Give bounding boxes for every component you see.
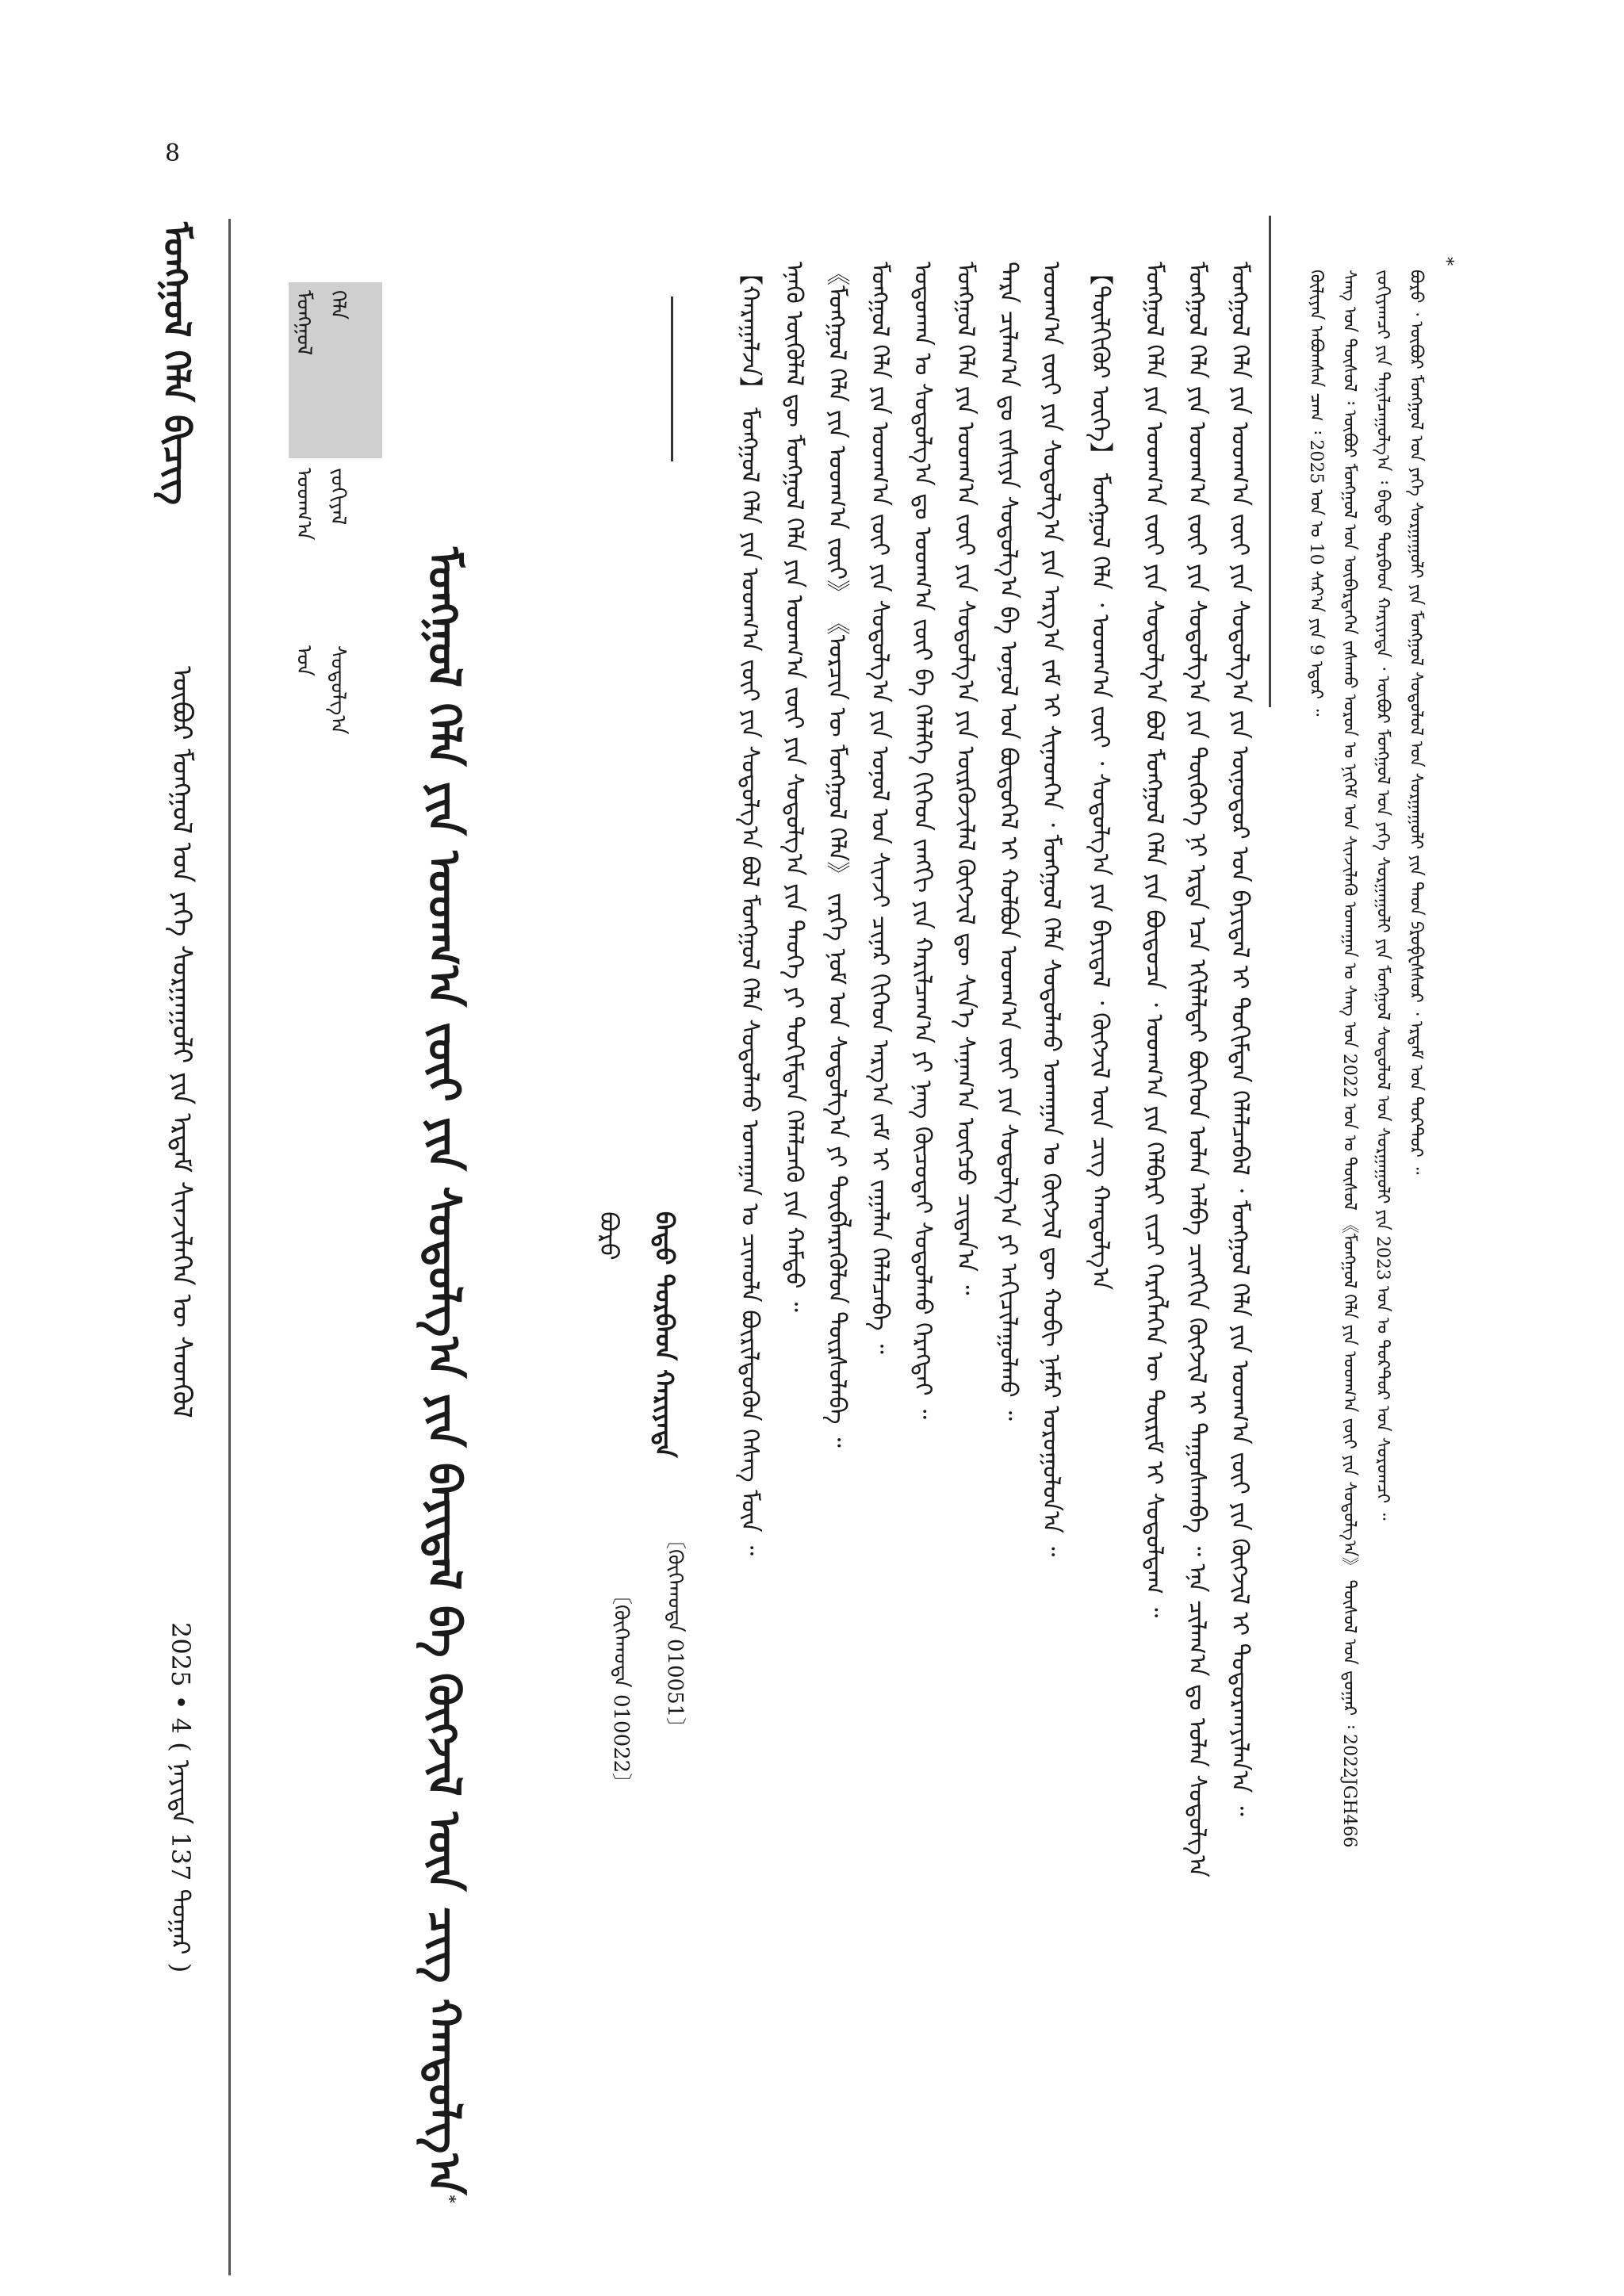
footnote-line: ᠵᠣᠬᠢᠶᠠᠭᠴᠢ ᠶᠢᠨ ᠲᠠᠨᠢᠯᠴᠠᠭᠤᠯᠭ᠎ᠠ ᠄ ᠪᠠᠲᠤ ᠳᠤᠷᠪᠡᠳ ᠬᠠᠷᠢᠶᠠᠲᠠ ᠂ ᠥᠪᠥᠷ ᠮᠣᠩᠭᠣᠯ ᠤᠨ ᠶᠡᠬᠡ ᠰᠤᠷᠭᠠᠭᠤᠯᠢ ᠶᠢᠨ ᠮᠣᠩᠭᠣᠯ ᠰᠤᠳᠤᠯᠤᠯ ᠤᠨ ᠰᠤᠷᠭᠠᠭᠤᠯᠢ ᠶᠢᠨ 2023 ᠣᠨ ᠤ ᠳᠣᠺᠲ᠋ᠣᠷ ᠤᠨ ᠰᠤᠷᠤᠭᠴᠢ ᠃ [1373, 270, 1392, 1521]
issue-info: 2025 • 4 ( ᠨᠡᠶᠢᠲᠡ 137 ᠳᠤᠭᠠᠷ ) [166, 1622, 196, 1973]
abstract-line: ᠮᠣᠩᠭᠣᠯ ᠬᠡᠯᠡ ᠶᠢᠨ ᠤᠳᠬ᠎ᠠ ᠵᠦᠢ ᠶᠢᠨ ᠰᠤᠳᠤᠯᠭ᠎ᠠ ᠶᠢᠨ ᠣᠨᠣᠯ ᠤᠨ ᠰᠢᠨᠵᠢ ᠴᠢᠨᠠᠷ ᠬᠢᠭᠡᠳ ᠠᠷᠭ᠎ᠠ ᠵᠠᠮ ᠢ ᠵᠠᠭᠠᠯᠠᠨ ᠬᠡᠯᠡᠯᠴᠡᠪᠡ ᠃ [866, 262, 894, 1354]
column-tag-word: ᠤᠳᠬ᠎ᠠ [292, 468, 316, 541]
article-title-text: ᠮᠣᠩᠭᠣᠯ ᠬᠡᠯᠡ ᠶᠢᠨ ᠤᠳᠬ᠎ᠠ ᠵᠦᠢ ᠶᠢᠨ ᠰᠤᠳᠤᠯᠭ᠎ᠠ ᠶᠢᠨ ᠪᠠᠶᠢᠳᠠᠯ ᠪᠠ ᠬᠥᠭᠵᠢᠯ ᠦᠨ ᠴᠢᠭ ᠬᠠᠨᠳᠤᠯᠭ᠎ᠠ [418, 547, 470, 2195]
body-line: ᠮᠣᠩᠭᠣᠯ ᠬᠡᠯᠡ ᠶᠢᠨ ᠤᠳᠬ᠎ᠠ ᠵᠦᠢ ᠶᠢᠨ ᠰᠤᠳᠤᠯᠭ᠎ᠠ ᠪᠣᠯ ᠮᠣᠩᠭᠣᠯ ᠬᠡᠯᠡ ᠶᠢᠨ ᠪᠦᠲᠦᠴᠡ ᠂ ᠤᠳᠬ᠎ᠠ ᠶᠢᠨ ᠬᠡᠯᠪᠡᠷᠢ ᠵᠢᠴᠢ ᠬᠡᠷᠡᠭᠯᠡᠭᠡᠨ ᠦ ᠳᠦᠷᠢᠮ ᠢ ᠰᠤᠳᠤᠯᠳᠠᠭ ᠃ [1140, 262, 1168, 1618]
abstract-separator [671, 297, 673, 461]
keywords-line: 【ᠲᠦᠯᠬᠢᠭᠦᠷ ᠦᠭᠡ】 ᠮᠣᠩᠭᠣᠯ ᠬᠡᠯᠡ ᠂ ᠤᠳᠬ᠎ᠠ ᠵᠦᠢ ᠂ ᠰᠤᠳᠤᠯᠭ᠎ᠠ ᠶᠢᠨ ᠪᠠᠶᠢᠳᠠᠯ ᠂ ᠬᠥᠭᠵᠢᠯ ᠦᠨ ᠴᠢᠭ ᠬᠠᠨᠳᠤᠯᠭ᠎ᠠ [1086, 262, 1114, 1291]
footnote-rule [1269, 216, 1271, 707]
abstract-line: 【ᠬᠠᠷᠠᠭᠠᠯᠵᠠ】 ᠮᠣᠩᠭᠣᠯ ᠬᠡᠯᠡ ᠶᠢᠨ ᠤᠳᠬ᠎ᠠ ᠵᠦᠢ ᠶᠢᠨ ᠰᠤᠳᠤᠯᠭ᠎ᠠ ᠪᠣᠯ ᠮᠣᠩᠭᠣᠯ ᠬᠡᠯᠡ ᠰᠤᠳᠤᠯᠬᠤ ᠤᠬᠠᠭᠠᠨ ᠤ ᠴᠢᠬᠤᠯᠠ ᠪᠦᠷᠢᠯᠳᠦᠬᠦᠨ ᠬᠡᠰᠡᠭ ᠮᠥᠨ ᠃ [736, 262, 764, 1556]
footnote-line: ᠪᠣᠷᠤ ᠂ ᠥᠪᠥᠷ ᠮᠣᠩᠭᠣᠯ ᠤᠨ ᠶᠡᠬᠡ ᠰᠤᠷᠭᠠᠭᠤᠯᠢ ᠶᠢᠨ ᠮᠣᠩᠭᠣᠯ ᠰᠤᠳᠤᠯᠤᠯ ᠤᠨ ᠰᠤᠷᠭᠠᠭᠤᠯᠢ ᠶᠢᠨ ᠳᠡᠳ ᠫᠷᠣᠹᠧᠰᠰᠣᠷ ᠂ ᠡᠷᠳᠡᠮ ᠤᠨ ᠳᠣᠺᠲ᠋ᠣᠷ ᠃ [1406, 270, 1426, 1175]
abstract-line: ᠡᠨᠡᠬᠦ ᠥᠭᠦᠯᠡᠯ ᠳᠦ ᠮᠣᠩᠭᠣᠯ ᠬᠡᠯᠡ ᠶᠢᠨ ᠤᠳᠬ᠎ᠠ ᠵᠦᠢ ᠶᠢᠨ ᠰᠤᠳᠤᠯᠭ᠎ᠠ ᠶᠢᠨ ᠲᠡᠦᠬᠡ ᠶᠢ ᠲᠣᠭᠢᠮᠳᠠᠨ ᠬᠡᠯᠡᠯᠴᠡᠬᠦ ᠶᠢᠨ ᠬᠠᠮᠲᠤ ᠃ [780, 262, 808, 1312]
abstract-line: ᠣᠳᠣᠬᠠᠨ ᠤ ᠰᠤᠳᠤᠯᠭ᠎ᠠ ᠳᠤ ᠤᠳᠬ᠎ᠠ ᠵᠦᠢ ᠪᠠ ᠬᠡᠯᠡᠯᠭᠡ ᠬᠢᠭᠡᠳ ᠵᠠᠩᠭᠢ ᠶᠢᠨ ᠬᠠᠷᠢᠯᠴᠠᠭ᠎ᠠ ᠶᠢ ᠨᠡᠩ ᠬᠦᠴᠦᠲᠡᠶ ᠰᠤᠳᠤᠯᠬᠤ ᠬᠡᠷᠡᠭᠲᠡᠢ ᠃ [909, 262, 936, 1419]
body-line: ᠮᠣᠩᠭᠣᠯ ᠬᠡᠯᠡ ᠶᠢᠨ ᠤᠳᠬ᠎ᠠ ᠵᠦᠢ ᠶᠢᠨ ᠰᠤᠳᠤᠯᠭ᠎ᠠ ᠶᠢᠨ ᠥᠨᠥᠳᠥᠷ ᠤᠨ ᠪᠠᠶᠢᠳᠠᠯ ᠢ ᠲᠣᠭᠢᠮᠳᠠᠨ ᠬᠡᠯᠡᠯᠴᠡᠪᠡᠯ ᠂ ᠮᠣᠩᠭᠣᠯ ᠬᠡᠯᠡ ᠶᠢᠨ ᠤᠳᠬ᠎ᠠ ᠵᠦᠢ ᠶᠢᠨ ᠬᠥᠭᠵᠢᠯ ᠢ ᠲᠣᠳᠣᠷᠬᠠᠶᠢᠯᠠᠨ᠎ᠠ ᠃ [1226, 262, 1254, 1816]
column-tag-word: ᠵᠣᠬᠢᠶᠠᠯ [326, 468, 350, 526]
page-number: 8 [165, 140, 181, 167]
body-line: ᠮᠣᠩᠭᠣᠯ ᠬᠡᠯᠡ ᠶᠢᠨ ᠤᠳᠬ᠎ᠠ ᠵᠦᠢ ᠶᠢᠨ ᠰᠤᠳᠤᠯᠭ᠎ᠠ ᠶᠢᠨ ᠲᠦᠭᠦᠬᠡ ᠨᠢ ᠡᠷᠲᠡ ᠡᠴᠡ ᠡᠬᠢᠯᠡᠯᠲᠡᠢ ᠪᠥᠭᠡᠳ ᠣᠯᠠᠨ ᠠᠯᠪᠠ ᠴᠢᠩᠬᠢᠨ ᠬᠥᠭᠵᠢᠯ ᠢ ᠳᠠᠭᠤᠰᠬᠠᠪᠠ ᠃ ᠡᠨᠡ ᠴᠢᠯᠠᠭ᠎ᠠ ᠳᠤ ᠣᠯᠠᠨ ᠰᠤᠳᠤᠯᠭ᠎ᠠ [1183, 262, 1211, 1877]
title-footnote-mark: * [440, 2195, 460, 2203]
abstract-line: 《ᠮᠣᠩᠭᠣᠯ ᠬᠡᠯᠡ ᠶᠢᠨ ᠤᠳᠬ᠎ᠠ ᠵᠦᠢ》 《ᠣᠷᠴᠢᠨ ᠦ ᠮᠣᠩᠭᠣᠯ ᠬᠡᠯᠡ》 ᠵᠡᠷᠭᠡ ᠨᠣᠮ ᠤᠨ ᠰᠤᠳᠤᠯᠭ᠎ᠠ ᠶᠢ ᠲᠥᠪᠯᠡᠷᠡᠭᠦᠯᠦᠨ ᠳᠦᠷᠰᠦᠯᠡᠪᠡ ᠃ [823, 262, 851, 1448]
footnote-mark: * [1436, 257, 1456, 266]
abstract-line: ᠲᠡᠷᠡ ᠴᠢᠯᠠᠭ᠎ᠠ ᠳᠤ ᠵᠢᠱᠢᠶᠡ ᠰᠤᠳᠤᠯᠭ᠎ᠠ ᠪᠠ ᠣᠨᠣᠯ ᠤᠨ ᠪᠦᠲᠦᠭᠡᠯ ᠢ ᠬᠣᠯᠪᠣᠨ ᠤᠳᠬ᠎ᠠ ᠵᠦᠢ ᠶᠢᠨ ᠰᠤᠳᠤᠯᠭ᠎ᠠ ᠶᠢ ᠠᠬᠢᠴᠢᠯᠠᠭᠤᠯᠬᠤ ᠃ [994, 262, 1022, 1421]
journal-fullname: ᠥᠪᠥᠷ ᠮᠣᠩᠭᠣᠯ ᠤᠨ ᠶᠡᠬᠡ ᠰᠤᠷᠭᠠᠭᠤᠯᠢ ᠶᠢᠨ ᠡᠷᠳᠡᠮ ᠰᠢᠨᠵᠢᠯᠡᠭᠡᠨ ᠦ ᠰᠡᠳᠭᠦᠯ [166, 666, 197, 1418]
header-rule [228, 219, 231, 2275]
column-tag-word: ᠤᠨ [292, 645, 316, 676]
abstract-line: ᠮᠣᠩᠭᠣᠯ ᠬᠡᠯᠡ ᠶᠢᠨ ᠤᠳᠬ᠎ᠠ ᠵᠦᠢ ᠶᠢᠨ ᠰᠤᠳᠤᠯᠭ᠎ᠠ ᠶᠢᠨ ᠦᠷᠭᠦᠵᠢᠯᠡᠯ ᠬᠥᠭᠵᠢᠯ ᠳᠦ ᠰᠢᠨ᠎ᠡ ᠰᠠᠨᠠᠭ᠎ᠠ ᠥᠭᠴᠦ ᠴᠢᠳᠠᠨ᠎ᠠ ᠃ [952, 262, 979, 1295]
author-name: ᠪᠣᠷᠤ [594, 1211, 624, 1261]
column-tag-word: ᠬᠡᠯᠡ [326, 290, 350, 320]
journal-name: ᠮᠣᠩᠭᠣᠯ ᠬᠡᠯᠡ ᠪᠢᠴᠢᠭ [155, 222, 198, 505]
column-tag-box [289, 282, 382, 735]
footnote-line: ᠬᠦᠯᠢᠶᠡᠨ ᠠᠪᠤᠭᠰᠠᠨ ᠴᠠᠭ ᠄ 2025 ᠣᠨ ᠤ 10 ᠰᠠᠷ᠎ᠠ ᠶᠢᠨ 9 ᠡᠳᠦᠷ ᠃ [1306, 270, 1326, 717]
article-title [418, 547, 470, 2203]
author-name-2: ᠪᠠᠲᠤ ᠳᠤᠷᠪᠡᠳ ᠬᠠᠷᠢᠶᠠᠲᠠ [649, 1211, 680, 1458]
affiliation-code: 〔ᠬᠥᠬᠡᠬᠣᠲᠠ 010022〕 [609, 1584, 633, 1794]
affiliation-code: 〔ᠬᠥᠬᠡᠬᠣᠲᠠ 010051〕 [663, 1529, 687, 1739]
column-tag-word: ᠰᠤᠳᠤᠯᠭ᠎ᠠ [326, 645, 350, 735]
abstract-line: ᠤᠳᠬ᠎ᠠ ᠵᠦᠢ ᠶᠢᠨ ᠰᠤᠳᠤᠯᠭ᠎ᠠ ᠶᠢᠨ ᠠᠷᠭ᠎ᠠ ᠵᠠᠮ ᠢ ᠰᠢᠨᠡᠳᠭᠡᠨ ᠂ ᠮᠣᠩᠭᠣᠯ ᠬᠡᠯᠡ ᠰᠤᠳᠤᠯᠬᠤ ᠤᠬᠠᠭᠠᠨ ᠤ ᠬᠥᠭᠵᠢᠯ ᠳᠦ ᠬᠤᠪᠢ ᠨᠡᠮᠡᠷ ᠣᠷᠣᠭᠤᠯᠤᠨ᠎ᠠ ᠃ [1037, 262, 1065, 1557]
column-tag-word: ᠮᠣᠩᠭᠣᠯ [292, 290, 316, 356]
footnote-line: ᠰᠠᠩ ᠤᠨ ᠲᠥᠰᠥᠯ ᠄ ᠥᠪᠥᠷ ᠮᠣᠩᠭᠣᠯ ᠤᠨ ᠥᠪᠡᠷᠲᠡᠭᠡᠨ ᠵᠠᠰᠠᠬᠤ ᠣᠷᠣᠨ ᠤ ᠨᠢᠭᠡᠮ ᠤᠨ ᠰᠢᠨᠵᠢᠯᠡᠬᠦ ᠤᠬᠠᠭᠠᠨ ᠤ ᠰᠠᠩ ᠤᠨ 2022 ᠣᠨ ᠤ ᠲᠥᠰᠥᠯ 《ᠮᠣᠩᠭᠣᠯ ᠬᠡᠯᠡ ᠶᠢᠨ ᠤᠳᠬ᠎ᠠ ᠵᠦᠢ ᠶᠢᠨ ᠰᠤᠳᠤᠯᠭ᠎ᠠ》 ᠲᠥᠰᠥᠯ ᠤᠨ ᠳ᠋ᠤᠭᠠᠷ ᠄ 2022JGH466 [1339, 270, 1359, 1848]
